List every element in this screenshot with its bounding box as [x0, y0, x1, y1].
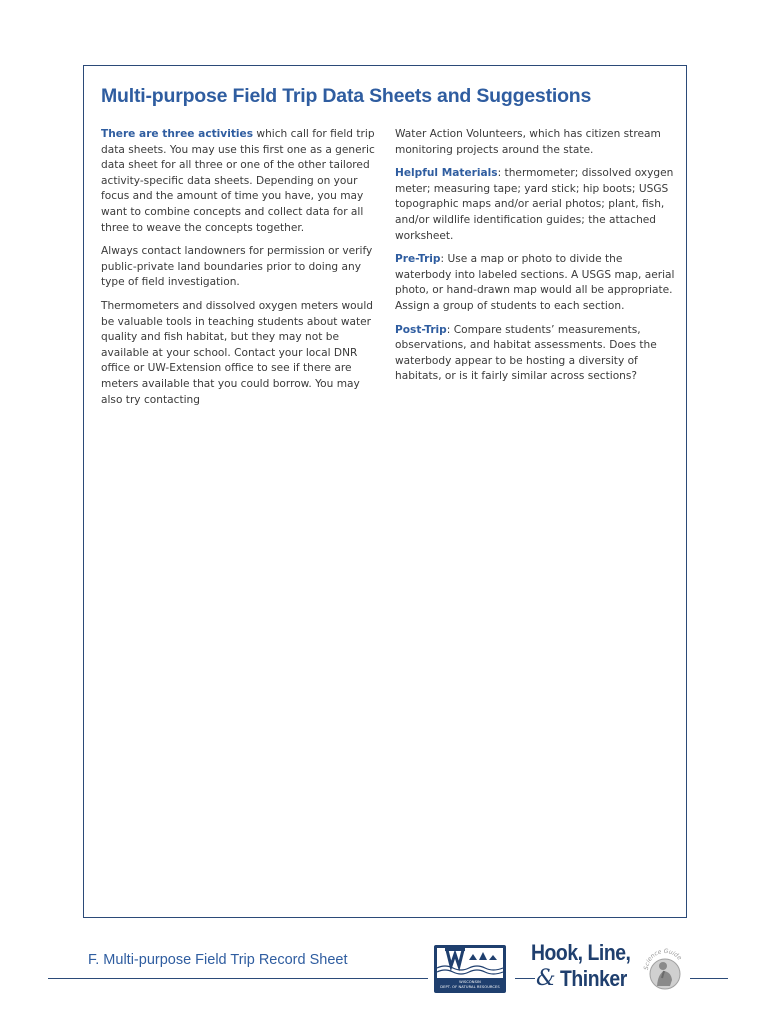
- brand-ampersand: &: [536, 966, 556, 991]
- posttrip-body: : Compare students’ measurements, observations, and habitat assessments. Does the waterbody appear to be hosting a diversity of habitats, or is it fairly similar across sections?: [395, 323, 657, 383]
- right-column: [395, 127, 675, 393]
- materials-body: : thermometer; dissolved oxygen meter; measuring tape; yard stick; hip boots; USGS topographic maps and/or aerial photos; plant, fish, and/or wildlife identification guides; the attached worksheet.: [395, 167, 674, 242]
- logo-caption: [440, 980, 500, 989]
- brand-line2: Thinker: [560, 966, 627, 991]
- logo-caption-line1: WISCONSIN: [459, 980, 481, 984]
- footer-rule-left: [48, 978, 428, 979]
- volunteers-paragraph: Water Action Volunteers, which has citizen stream monitoring projects around the state.: [395, 128, 661, 156]
- thinker-statue-badge-icon: [640, 944, 690, 996]
- intro-lead: There are three activities: [101, 128, 254, 140]
- brand-line1: Hook, Line,: [531, 940, 631, 965]
- pretrip-paragraph: [395, 252, 675, 314]
- badge-text: Science Guide: [642, 947, 683, 971]
- left-column: [101, 127, 381, 416]
- footer-rule-right: [690, 978, 728, 979]
- permission-paragraph: Always contact landowners for permission or verify public-private land boundaries prior to doing any type of field investigation.: [101, 245, 373, 289]
- materials-label: Helpful Materials: [395, 167, 498, 180]
- pretrip-label: Pre-Trip: [395, 253, 441, 266]
- page-title: Multi-purpose Field Trip Data Sheets and Suggestions: [101, 85, 592, 107]
- logo-caption-line2: DEPT. OF NATURAL RESOURCES: [440, 984, 500, 989]
- posttrip-paragraph: [395, 323, 675, 385]
- intro-body: which call for field trip data sheets. You may use this first one as a generic data sheet for all three or one of the other tailored activity-specific data sheets. Depending on your focus and the amount of time you have, you may want to combine concepts and collect data for all three to weave the concepts together.: [101, 128, 375, 234]
- pretrip-body: : Use a map or photo to divide the waterbody into labeled sections. A USGS map, aerial photo, or hand-drawn map would all be appropriate. Assign a group of students to each section.: [395, 253, 675, 312]
- footer-section-label: F. Multi-purpose Field Trip Record Sheet: [88, 952, 348, 968]
- materials-paragraph: [395, 166, 675, 244]
- meters-paragraph: Thermometers and dissolved oxygen meters would be valuable tools in teaching students about water quality and fish habitat, but they may not be available at your school. Contact your local DNR office or UW-Extension office to see if there are meters available that you could borrow. You may also try contacting: [101, 299, 374, 406]
- footer-rule-mid: [515, 978, 535, 979]
- intro-paragraph: [101, 127, 381, 236]
- posttrip-label: Post-Trip: [395, 323, 447, 336]
